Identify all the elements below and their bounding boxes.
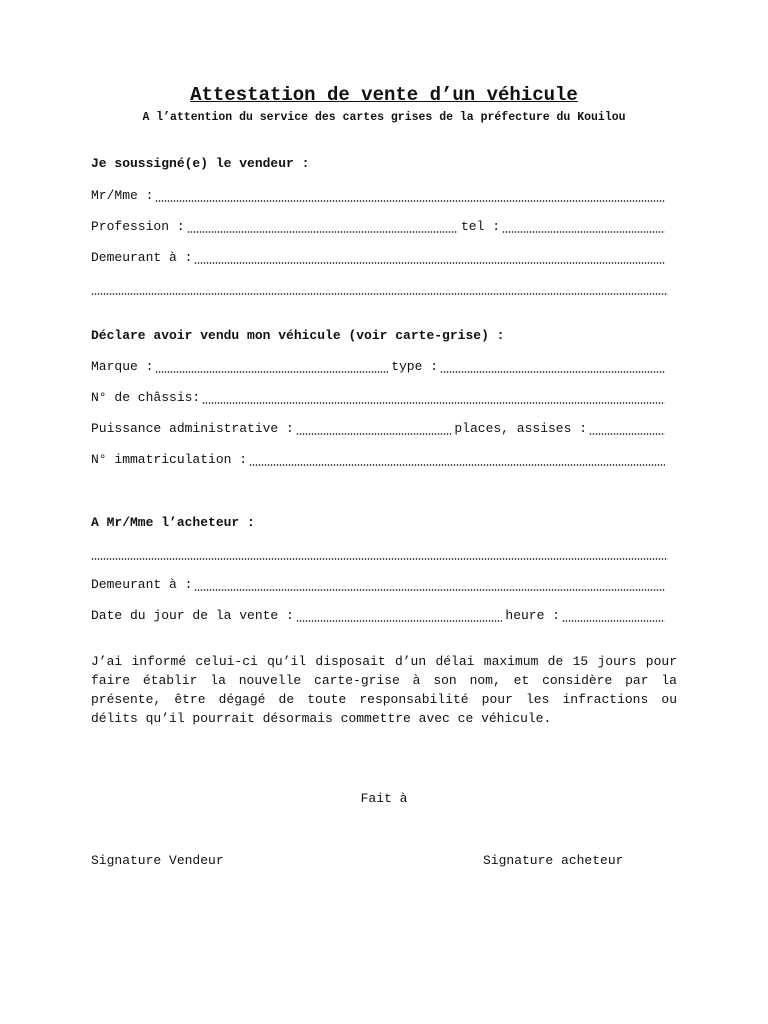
document-subtitle: A l’attention du service des cartes grises de la préfecture du Kouilou: [142, 111, 626, 124]
seller-address-field[interactable]: [194, 262, 665, 264]
place-label: Fait à: [360, 791, 408, 806]
seller-name-label: Mr/Mme :: [91, 188, 154, 203]
vehicle-registration-label: N° immatriculation :: [91, 452, 248, 467]
vehicle-brand-line: [91, 359, 668, 377]
seller-tel-field[interactable]: [502, 231, 665, 233]
seller-profession-line: [91, 219, 668, 237]
seller-name-line: [91, 188, 668, 206]
buyer-address-label: Demeurant à :: [91, 577, 193, 592]
seller-signature-label: Signature Vendeur: [91, 853, 224, 868]
vehicle-power-line: [91, 421, 668, 439]
vehicle-chassis-label: N° de châssis:: [91, 390, 201, 405]
vehicle-type-label: type :: [391, 359, 438, 374]
buyer-name-line: [91, 546, 668, 564]
seller-heading: Je soussigné(e) le vendeur :: [91, 156, 310, 171]
sale-time-field[interactable]: [562, 620, 665, 622]
vehicle-power-label: Puissance administrative :: [91, 421, 294, 436]
seller-address-line: [91, 250, 668, 268]
vehicle-chassis-field[interactable]: [202, 402, 665, 404]
buyer-heading: A Mr/Mme l’acheteur :: [91, 515, 255, 530]
buyer-address-field[interactable]: [194, 589, 665, 591]
sale-date-field[interactable]: [296, 620, 503, 622]
vehicle-type-field[interactable]: [440, 371, 665, 373]
seller-profession-label: Profession :: [91, 219, 185, 234]
seller-tel-label: tel :: [460, 219, 500, 234]
vehicle-registration-line: [91, 452, 668, 470]
vehicle-heading: Déclare avoir vendu mon véhicule (voir carte-grise) :: [91, 328, 505, 343]
seller-profession-field[interactable]: [187, 231, 458, 233]
seller-name-field[interactable]: [155, 200, 665, 202]
seller-address-line-2: [91, 281, 668, 299]
vehicle-power-field[interactable]: [296, 433, 452, 435]
vehicle-brand-label: Marque :: [91, 359, 154, 374]
vehicle-chassis-line: [91, 390, 668, 408]
buyer-name-field[interactable]: [91, 558, 668, 560]
vehicle-brand-field[interactable]: [155, 371, 388, 373]
declaration-paragraph: J’ai informé celui-ci qu’il disposait d’un délai maximum de 15 jours pour faire établir la nouvelle carte-grise à son nom, et considère par la présente, être dégagé de toute responsabilité pour les infractions ou délits qu’il pourrait désormais commettre avec ce véhicule.: [91, 654, 677, 726]
sale-time-label: heure :: [505, 608, 560, 623]
buyer-date-line: [91, 608, 668, 626]
sale-date-label: Date du jour de la vente :: [91, 608, 294, 623]
vehicle-seats-label: places, assises :: [454, 421, 587, 436]
buyer-signature-label: Signature acheteur: [483, 853, 624, 868]
document-title: Attestation de vente d’un véhicule: [190, 84, 578, 106]
seller-address-field-2[interactable]: [91, 293, 668, 295]
buyer-address-line: [91, 577, 668, 595]
vehicle-seats-field[interactable]: [589, 433, 665, 435]
seller-address-label: Demeurant à :: [91, 250, 193, 265]
vehicle-registration-field[interactable]: [249, 464, 665, 466]
